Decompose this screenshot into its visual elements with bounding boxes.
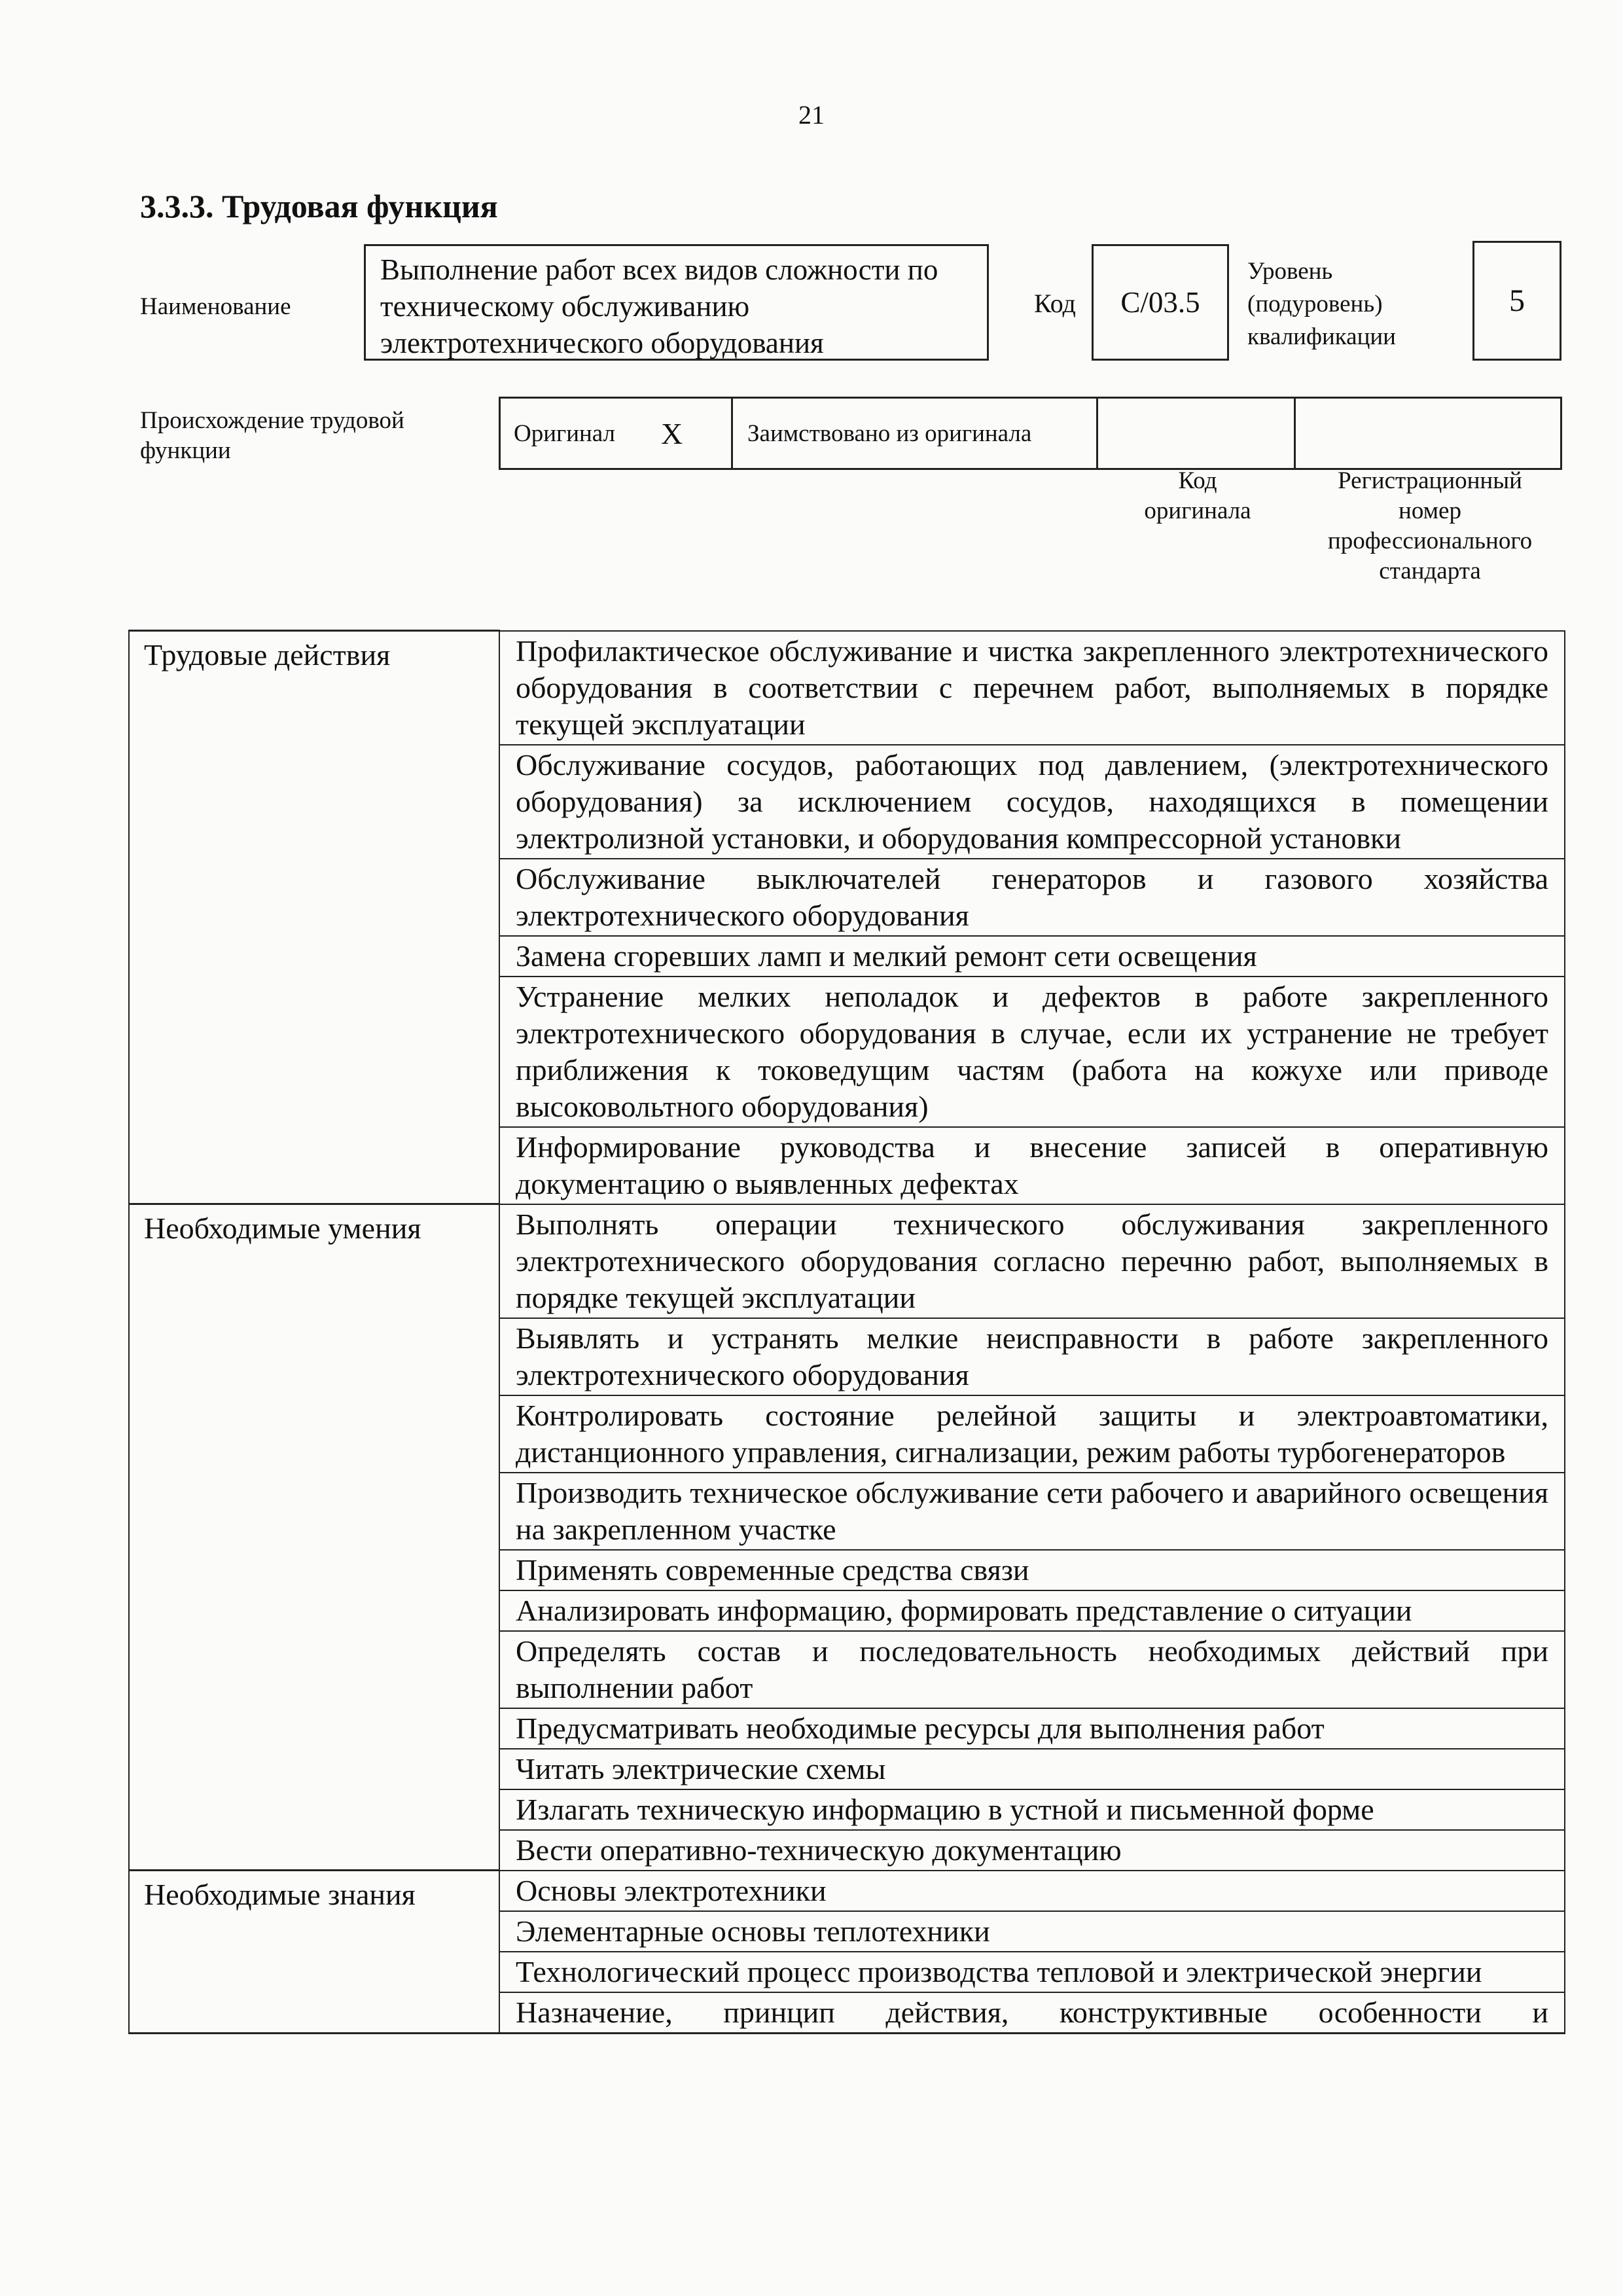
table-cell: Анализировать информацию, формировать представление о ситуации (499, 1590, 1565, 1631)
table-cell: Устранение мелких неполадок и дефектов в работе закрепленного электротехнического оборудования в случае, если их устранение не требует приближения к токоведущим частям (работа на кожухе или приводе высоковольтного оборудования) (499, 977, 1565, 1127)
table-cell: Применять современные средства связи (499, 1550, 1565, 1590)
caption-line: стандарта (1379, 558, 1481, 584)
category-labor-actions: Трудовые действия (129, 631, 499, 1204)
section-title: 3.3.3. Трудовая функция (140, 188, 498, 224)
table-cell: Профилактическое обслуживание и чистка закрепленного электротехнического оборудования в соответствии с перечнем работ, выполняемых в порядке текущей эксплуатации (499, 631, 1565, 745)
original-code-caption (1096, 466, 1299, 526)
origin-table (499, 397, 1562, 470)
page-number: 21 (798, 100, 825, 130)
caption-line: номер (1399, 497, 1461, 524)
original-mark: X (661, 416, 683, 450)
origin-reg-number-cell (1296, 399, 1560, 468)
table-row (129, 1204, 1565, 1318)
category-required-skills: Необходимые умения (129, 1204, 499, 1871)
function-name-box: Выполнение работ всех видов сложности по техническому обслуживанию электротехнического оборудования (364, 244, 989, 361)
table-cell: Назначение, принцип действия, конструктивные особенности и (499, 1992, 1565, 2034)
table-cell: Выполнять операции технического обслуживания закрепленного электротехнического оборудования согласно перечню работ, выполняемых в порядке текущей эксплуатации (499, 1204, 1565, 1318)
caption-line: профессионального (1327, 528, 1533, 554)
qualification-level-label (1247, 255, 1396, 353)
origin-code-cell (1098, 399, 1296, 468)
function-code-box: C/03.5 (1092, 244, 1229, 361)
code-label: Код (1034, 289, 1076, 318)
name-label: Наименование (140, 293, 291, 320)
origin-label: Происхождение трудовой функции (140, 407, 404, 464)
table-cell: Обслуживание выключателей генераторов и газового хозяйства электротехнического оборудования (499, 859, 1565, 936)
table-row (129, 631, 1565, 745)
caption-line: Регистрационный (1338, 467, 1522, 494)
level-label-line: квалификации (1247, 323, 1396, 350)
qualification-level-box: 5 (1472, 241, 1561, 361)
level-label-line: Уровень (1247, 258, 1333, 285)
function-details-table (128, 630, 1565, 2034)
table-cell: Вести оперативно-техническую документацию (499, 1830, 1565, 1871)
table-cell: Обслуживание сосудов, работающих под давлением, (электротехнического оборудования) за исключением сосудов, находящихся в помещении электролизной установки, и оборудования компрессорной установки (499, 745, 1565, 859)
registration-number-caption (1299, 466, 1561, 586)
table-cell: Информирование руководства и внесение записей в оперативную документацию о выявленных дефектах (499, 1127, 1565, 1204)
table-cell: Контролировать состояние релейной защиты и электроавтоматики, дистанционного управления, сигнализации, режим работы турбогенераторов (499, 1395, 1565, 1473)
table-cell: Технологический процесс производства тепловой и электрической энергии (499, 1952, 1565, 1992)
table-cell: Замена сгоревших ламп и мелкий ремонт сети освещения (499, 936, 1565, 977)
table-cell: Излагать техническую информацию в устной и письменной форме (499, 1789, 1565, 1830)
table-cell: Основы электротехники (499, 1871, 1565, 1911)
origin-borrowed-cell: Заимствовано из оригинала (733, 399, 1098, 468)
origin-original-cell (501, 399, 733, 468)
table-cell: Производить техническое обслуживание сети рабочего и аварийного освещения на закрепленном участке (499, 1473, 1565, 1550)
table-row (129, 1871, 1565, 1911)
table-cell: Предусматривать необходимые ресурсы для выполнения работ (499, 1708, 1565, 1749)
caption-line: Код (1178, 467, 1217, 494)
level-label-line: (подуровень) (1247, 291, 1383, 317)
table-cell: Элементарные основы теплотехники (499, 1911, 1565, 1952)
table-cell: Читать электрические схемы (499, 1749, 1565, 1789)
table-cell: Определять состав и последовательность необходимых действий при выполнении работ (499, 1631, 1565, 1708)
original-label: Оригинал (514, 420, 616, 447)
caption-line: оригинала (1144, 497, 1251, 524)
category-required-knowledge: Необходимые знания (129, 1871, 499, 2034)
table-cell: Выявлять и устранять мелкие неисправности в работе закрепленного электротехнического оборудования (499, 1318, 1565, 1395)
